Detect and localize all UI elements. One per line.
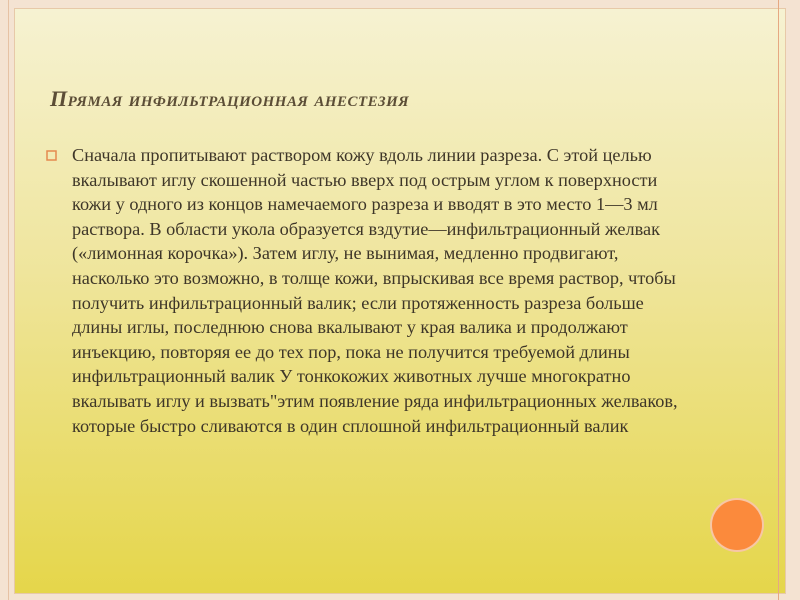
bullet-square-icon bbox=[46, 150, 58, 162]
frame-border-right bbox=[778, 0, 779, 600]
slide-body-text: Сначала пропитывают раствором кожу вдоль линии разреза. С этой целью вкалывают иглу скошенной частью вверх под острым углом к поверхности кожи у одного из концов намечаемого разреза и вводят в это место 1—3 мл раствора. В области укола образуется вздутие—инфильтрационный желвак («лимонная корочка»). Затем иглу, не вынимая, медленно продвигают, насколько это возможно, в толще кожи, впрыскивая все время раствор, чтобы получить инфильтрационный валик; если протяженность разреза больше длины иглы, последнюю снова вкалывают у края валика и продолжают инъекцию, повторяя ее до тех пор, пока не получится требуемой длины инфильтрационный валик У тонкокожих животных лучше многократно вкалывать иглу и вызвать"этим появление ряда инфильтрационных желваков, которые быстро сливаются в один сплошной инфильтрационный валик bbox=[72, 145, 678, 436]
decorative-orange-circle bbox=[712, 500, 762, 550]
frame-border-left bbox=[8, 0, 9, 600]
slide-title: Прямая инфильтрационная анестезия bbox=[50, 86, 410, 111]
